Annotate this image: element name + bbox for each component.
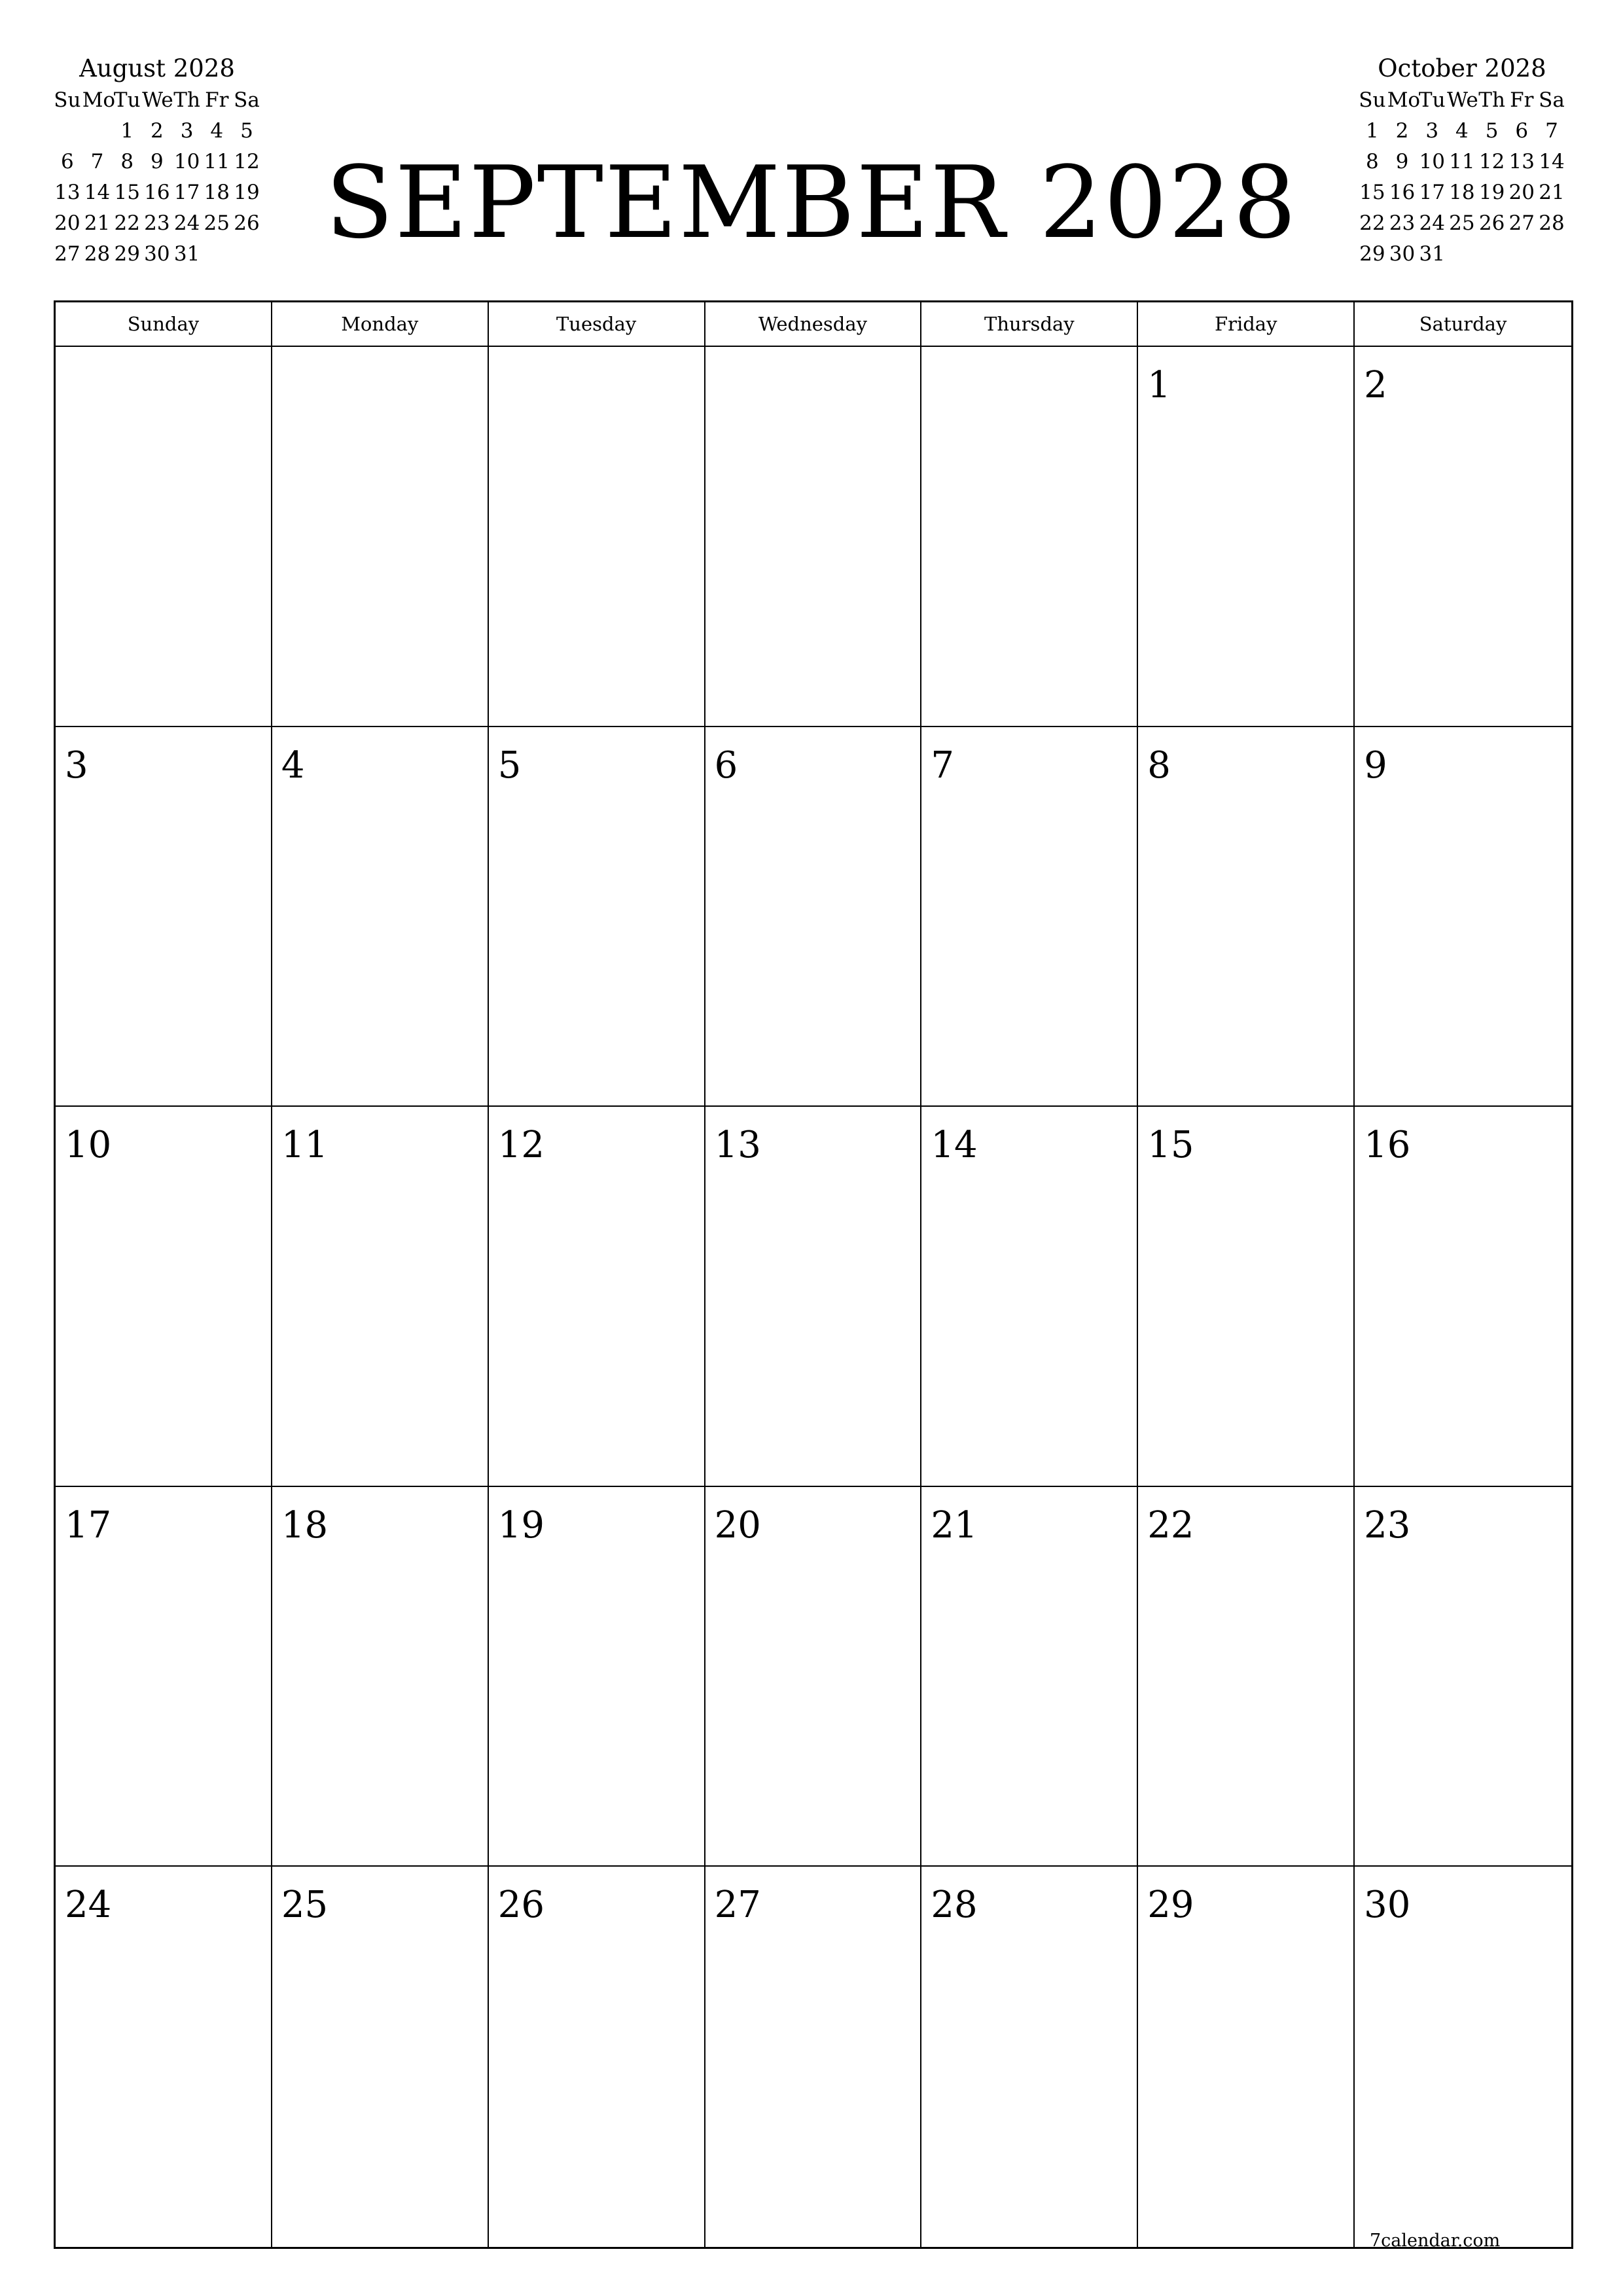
day-number: 6 [714,744,738,787]
mini-day: 10 [173,150,200,173]
day-cell [1138,1867,1355,2247]
mini-day: 26 [1478,211,1505,235]
mini-calendar-next-month [1357,52,1567,270]
day-cell [921,347,1138,727]
mini-day: 12 [234,150,260,173]
mini-weekday-header: We [142,88,173,112]
mini-day: 27 [1508,211,1535,235]
mini-weekday-header: Th [1478,88,1505,112]
mini-day: 30 [1389,242,1416,266]
mini-weekday-header: Fr [1510,88,1534,112]
mini-day: 4 [1455,119,1469,143]
day-number: 26 [497,1884,544,1927]
month-grid [54,300,1573,2249]
mini-day: 16 [1389,181,1416,204]
day-cell [1355,1487,1571,1867]
weekday-header: Friday [1138,302,1355,347]
mini-day: 11 [1449,150,1475,173]
day-number: 19 [497,1503,544,1547]
day-cell [1355,347,1571,727]
mini-day [1477,239,1507,270]
mini-day: 28 [1539,211,1565,235]
day-cell [1355,1107,1571,1487]
day-cell [489,1867,705,2247]
day-number: 15 [1147,1124,1194,1167]
mini-day: 26 [234,211,260,235]
day-cell [921,1867,1138,2247]
mini-calendar-title: August 2028 [79,54,235,82]
mini-day: 1 [120,119,134,143]
day-number: 20 [714,1503,761,1547]
mini-weekday-header: Sa [234,88,260,112]
weekday-header: Sunday [56,302,272,347]
day-cell [489,1107,705,1487]
mini-day: 31 [1419,242,1445,266]
mini-weekday-header: Mo [82,88,116,112]
day-number: 23 [1364,1503,1411,1547]
mini-day: 24 [1419,211,1445,235]
mini-day: 2 [1395,119,1409,143]
day-cell [272,1487,489,1867]
mini-day: 7 [90,150,104,173]
mini-weekday-header: Sa [1539,88,1565,112]
day-cell [489,1487,705,1867]
day-number: 9 [1364,744,1387,787]
day-number: 12 [497,1124,544,1167]
mini-day: 27 [54,242,80,266]
day-number: 14 [931,1124,978,1167]
mini-day: 6 [1515,119,1529,143]
day-cell [489,347,705,727]
day-cell [272,727,489,1107]
day-cell [921,1107,1138,1487]
mini-day: 14 [84,181,111,204]
day-cell [56,1487,272,1867]
mini-day: 14 [1539,150,1565,173]
mini-day: 30 [144,242,170,266]
day-cell [1138,1107,1355,1487]
mini-day: 22 [1359,211,1385,235]
day-cell [921,1487,1138,1867]
mini-weekday-header: Su [1359,88,1386,112]
mini-day [52,116,82,147]
mini-day: 8 [120,150,134,173]
day-cell [272,347,489,727]
mini-day: 13 [1508,150,1535,173]
mini-day: 7 [1545,119,1558,143]
day-cell [705,1867,922,2247]
day-number: 27 [714,1884,761,1927]
day-number: 25 [281,1884,329,1927]
mini-day: 21 [84,211,111,235]
mini-day: 19 [234,181,260,204]
weekday-header: Wednesday [705,302,922,347]
day-number: 3 [65,744,88,787]
mini-day: 17 [173,181,200,204]
mini-day: 10 [1419,150,1445,173]
day-cell [56,347,272,727]
day-number: 28 [931,1884,978,1927]
mini-day: 25 [204,211,230,235]
day-number: 21 [931,1503,978,1547]
mini-day: 21 [1539,181,1565,204]
mini-weekday-header: Fr [205,88,229,112]
mini-weekday-header: Th [173,88,200,112]
mini-calendar-grid [1357,85,1567,270]
day-number: 11 [281,1124,329,1167]
day-cell [1355,727,1571,1107]
mini-day: 29 [1359,242,1385,266]
mini-day: 6 [60,150,74,173]
mini-day: 18 [1449,181,1475,204]
day-number: 24 [65,1884,112,1927]
mini-day: 16 [144,181,170,204]
mini-day: 28 [84,242,111,266]
day-number: 1 [1147,364,1171,406]
mini-day [82,116,113,147]
day-cell [56,1107,272,1487]
day-number: 30 [1364,1884,1411,1927]
mini-day: 9 [1395,150,1409,173]
mini-day: 25 [1449,211,1475,235]
day-cell [272,1107,489,1487]
day-cell [1138,1487,1355,1867]
mini-weekday-header: Tu [1418,88,1446,112]
mini-calendar-title: October 2028 [1378,54,1546,82]
mini-day: 22 [114,211,140,235]
mini-day: 5 [1485,119,1499,143]
day-number: 2 [1364,364,1387,406]
mini-day [1447,239,1477,270]
mini-day: 20 [1508,181,1535,204]
day-number: 5 [497,744,522,787]
mini-day: 23 [1389,211,1416,235]
day-number: 17 [65,1503,112,1547]
mini-day: 11 [204,150,230,173]
day-number: 29 [1147,1884,1194,1927]
site-watermark: 7calendar.com [1370,2231,1501,2251]
page-title: SEPTEMBER 2028 [325,145,1298,260]
day-cell [56,727,272,1107]
mini-day: 15 [1359,181,1385,204]
mini-day: 13 [54,181,80,204]
day-number: 10 [65,1124,112,1167]
day-cell [56,1867,272,2247]
day-cell [705,1107,922,1487]
mini-day: 24 [173,211,200,235]
day-cell [272,1867,489,2247]
mini-weekday-header: Mo [1387,88,1421,112]
mini-weekday-header: Tu [113,88,141,112]
mini-day: 3 [180,119,194,143]
day-cell [1138,727,1355,1107]
day-number: 16 [1364,1124,1411,1167]
day-cell [489,727,705,1107]
weekday-header: Tuesday [489,302,705,347]
mini-day: 8 [1365,150,1379,173]
mini-weekday-header: Su [54,88,81,112]
mini-day: 12 [1478,150,1505,173]
day-number: 13 [714,1124,761,1167]
day-number: 7 [931,744,955,787]
day-number: 22 [1147,1503,1194,1547]
weekday-header: Monday [272,302,489,347]
day-cell [705,1487,922,1867]
day-number: 4 [281,744,305,787]
day-number: 18 [281,1503,329,1547]
day-cell [1138,347,1355,727]
day-cell [705,347,922,727]
mini-day: 19 [1478,181,1505,204]
mini-day: 1 [1365,119,1379,143]
mini-day: 9 [151,150,164,173]
day-number: 8 [1147,744,1171,787]
mini-day: 5 [240,119,253,143]
mini-day: 18 [204,181,230,204]
day-cell [705,727,922,1107]
mini-day [1507,239,1537,270]
weekday-header: Thursday [921,302,1138,347]
day-cell [1355,1867,1571,2247]
mini-day: 29 [114,242,140,266]
weekday-header: Saturday [1355,302,1571,347]
mini-day: 17 [1419,181,1445,204]
mini-day: 15 [114,181,140,204]
mini-day: 20 [54,211,80,235]
mini-weekday-header: We [1447,88,1478,112]
mini-day: 23 [144,211,170,235]
mini-day: 3 [1425,119,1439,143]
mini-day: 2 [151,119,164,143]
mini-day: 4 [210,119,224,143]
day-cell [921,727,1138,1107]
mini-day: 31 [173,242,200,266]
mini-day [1537,239,1567,270]
